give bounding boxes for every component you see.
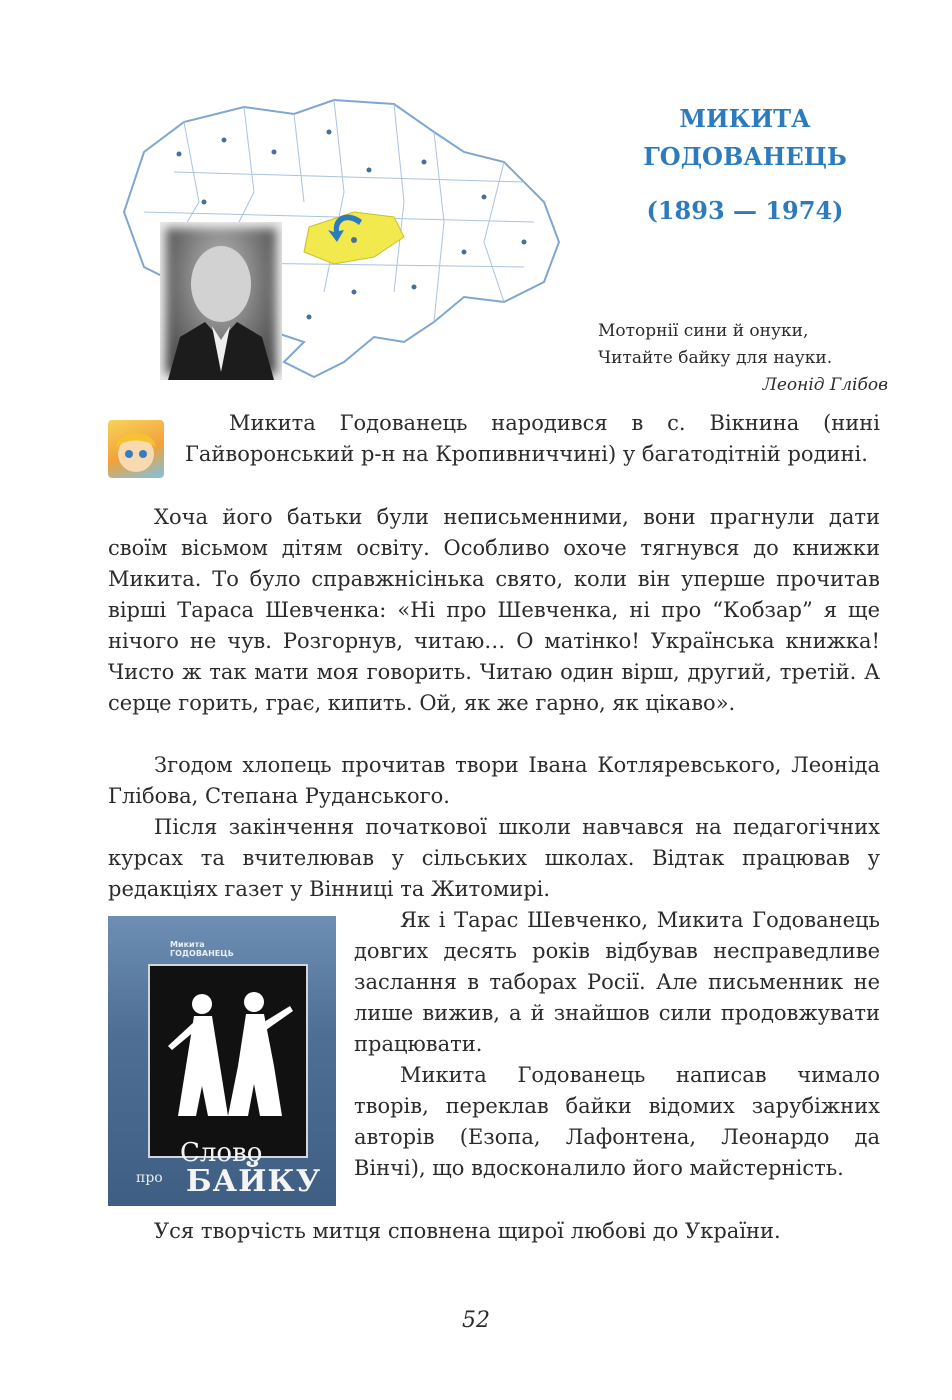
child-face-icon <box>108 420 164 478</box>
book-author <box>170 940 234 958</box>
book-title-word: БАЙКУ <box>186 1164 322 1199</box>
book-title-word: про <box>136 1170 163 1186</box>
book-illustration-frame <box>148 964 308 1158</box>
paragraph-text: Після закінчення початкової школи навчався на педагогічних курсах та вчителював у сільських школах. Відтак працював у редакціях газет у Вінниці та Житомирі. <box>108 815 880 901</box>
epigraph-line: Читайте байку для науки. <box>598 348 833 368</box>
epigraph-line: Моторнії сини й онуки, <box>598 321 809 341</box>
paragraph-birth <box>185 408 880 470</box>
author-first-name: МИКИТА <box>679 104 811 133</box>
paragraph-text: Згодом хлопець прочитав твори Івана Котляревського, Леоніда Глібова, Степана Руданського. <box>108 753 880 808</box>
epigraph <box>598 318 888 399</box>
paragraph-works <box>354 1060 880 1184</box>
book-author-last: ГОДОВАНЕЦЬ <box>170 949 234 958</box>
paragraph-text: Як і Тарас Шевченко, Микита Годованець довгих десять років відбував несправедливе заслання в таборах Росії. Але письменник не лише вижив, а й знайшов сили продовжувати працювати. <box>354 908 880 1056</box>
paragraph-reading <box>108 750 880 812</box>
paragraph-childhood <box>108 502 880 719</box>
book-author-first: Микита <box>170 940 205 949</box>
dancing-figures-illustration <box>150 966 306 1156</box>
paragraph-text: Микита Годованець написав чимало творів, переклав байки відомих зарубіжних авторів (Езопа, Лафонтена, Леонардо да Вінчі), що вдосконалило його майстерність. <box>354 1063 880 1180</box>
page-number: 52 <box>462 1308 490 1333</box>
epigraph-author: Леонід Глібов <box>762 375 888 395</box>
author-name <box>600 100 890 176</box>
portrait-photo <box>160 222 282 380</box>
reading-child-icon <box>108 420 164 478</box>
paragraph-love <box>108 1216 880 1247</box>
author-years: (1893 — 1974) <box>646 196 844 225</box>
paragraph-career <box>108 812 880 905</box>
paragraph-text: Уся творчість митця сповнена щирої любові до України. <box>154 1219 781 1243</box>
author-portrait <box>160 222 282 380</box>
book-title-word: Слово <box>180 1138 263 1168</box>
paragraph-exile <box>354 905 880 1060</box>
paragraph-text: Микита Годованець народився в с. Вікнина (нині Гайворонський р-н на Кропивниччині) у багатодітній родині. <box>185 411 880 466</box>
author-last-name: ГОДОВАНЕЦЬ <box>643 142 847 171</box>
book-cover <box>108 916 336 1206</box>
paragraph-text: Хоча його батьки були неписьменними, вони прагнули дати своїм вісьмом дітям освіту. Особливо охоче тягнувся до книжки Микита. То було справжнісінька свято, коли він уперше прочитав вірші Тараса Шевченка: «Ні про Шевченка, ні про “Кобзар” я ще нічого не чув. Розгорнув, читаю… О матінко! Українська книжка! Чисто ж так мати моя говорить. Читаю один вірш, другий, третій. А серце горить, грає, кипить. Ой, як же гарно, як цікаво». <box>108 505 880 715</box>
